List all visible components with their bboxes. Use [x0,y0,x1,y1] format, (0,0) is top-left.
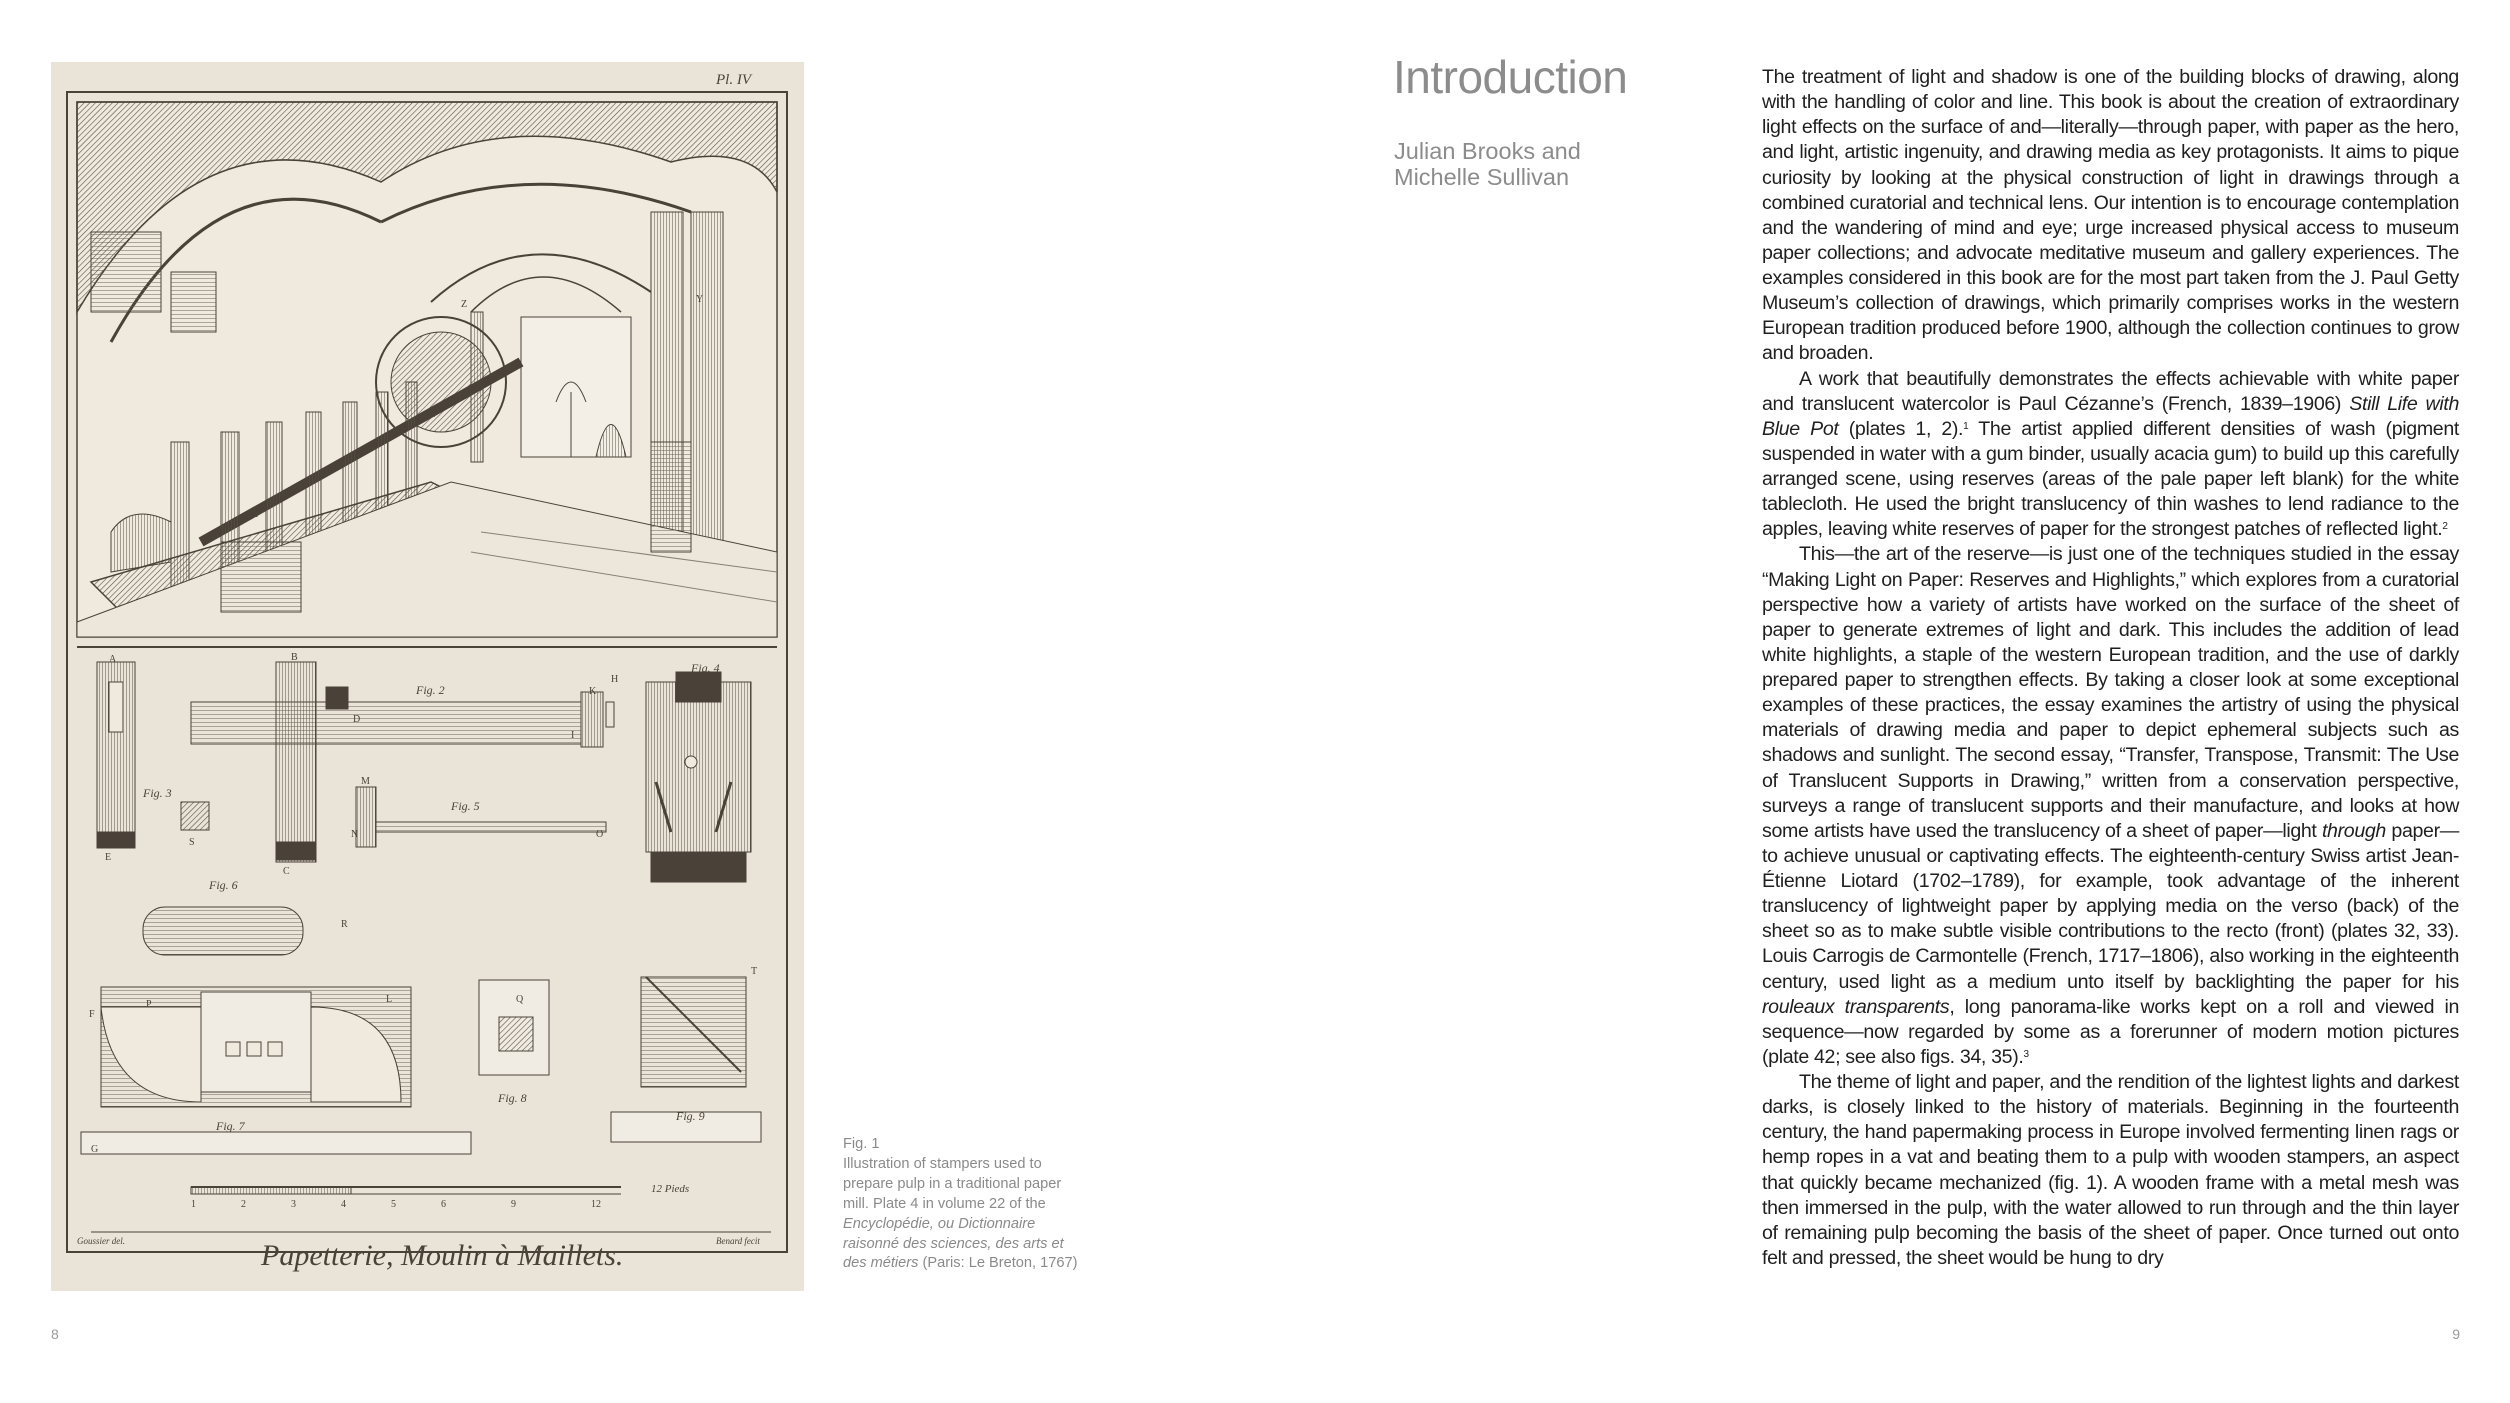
letter-label: R [341,919,348,930]
caption-label: Fig. 1 [843,1136,880,1152]
scale-tick: 12 [591,1199,601,1210]
fig-label-9: Fig. 9 [676,1109,705,1123]
letter-label: I [571,730,575,741]
body-paragraph [1762,542,2459,1070]
letter-label: H [611,674,619,685]
page-number-right: 9 [2452,1326,2460,1342]
body-paragraph [1762,1070,2459,1271]
author-line: Michelle Sullivan [1394,163,1570,190]
text-run: The theme of light and paper, and the rendition of the lightest lights and darkest darks, is closely linked to the history of materials. Beginning in the fourteenth century, the hand papermaking process in Europe involved fermenting linen rags or hemp ropes in a vat and beating them to a pulp with wooden stampers, an aspect that quickly became mechanized (fig. 1). A wooden frame with a metal mesh was then immersed in the pulp, with the water allowed to run through and the thin layer of remaining pulp becoming the basis of the sheet of paper. Once turned out onto felt and pressed, the sheet would be hung to dry [1762,1071,2459,1269]
text-run: , long panorama-like works kept on a roll and viewed in sequence—now regarded by some as a forerunner of modern motion pictures (plate 42; see also figs. 34, 35). [1762,995,2459,1068]
caption-title-italic: Encyclopédie, ou Dictionnaire raisonné des sciences, des arts et des métiers [843,1215,1064,1272]
page-number-left: 8 [51,1326,59,1342]
italic-run: through [2321,819,2386,842]
text-run: The treatment of light and shadow is one of the building blocks of drawing, along with the handling of color and line. This book is about the creation of extraordinary light effects on the surface of and—literally—through paper, with paper as the hero, and light, artistic ingenuity, and drawing media as key protagonists. It aims to pique curiosity by looking at the physical construction of light in drawings through a combined curatorial and technical lens. Our intention is to encourage contemplation and the wandering of mind and eye; urge increased physical access to museum paper collections; and advocate meditative museum and gallery experiences. The examples considered in this book are for the most part taken from the J. Paul Getty Museum’s collection of drawings, which primarily comprises works in the western European tradition produced before 1900, although the collection continues to grow and broaden. [1762,66,2459,365]
letter-label: Z [461,299,468,310]
caption-text [843,1155,1083,1274]
letter-label: K [589,686,597,697]
letter-label: X [251,509,259,520]
scale-tick: 2 [241,1199,246,1210]
letter-label: S [189,837,195,848]
fig-label-7: Fig. 7 [216,1119,245,1133]
plate-number: Pl. IV [716,72,751,88]
chapter-title: Introduction [1393,51,1628,103]
caption-body: Illustration of stampers used to prepare pulp in a traditional paper mill. Plate 4 in volume 22 of the [843,1155,1062,1212]
text-run: paper—to achieve unusual or captivating effects. The eighteenth-century Swiss artist Jean-Étienne Liotard (1702–1789), for example, took advantage of the inherent translucency of lightweight paper by applying media on the verso (back) of the sheet so as to make subtle visible contributions to the recto (front) (plates 32, 33). Louis Carrogis de Carmontelle (French, 1717–1806), also working in the eighteenth century, used light as a medium unto itself by backlighting the paper for his [1762,819,2459,993]
scale-label: 12 Pieds [651,1183,690,1195]
letter-label: F [89,1009,95,1020]
letter-label: O [596,829,604,840]
footnote-ref: 2 [2442,521,2448,533]
letter-label: E [105,852,112,863]
text-run: This—the art of the reserve—is just one of the techniques studied in the essay “Making Light on Paper: Reserves and Highlights,” which explores from a curatorial perspective how a variety of artists have worked on the surface of the sheet of paper to generate extremes of light and dark. This includes the addition of lead white highlights, a staple of the western European tradition, and the use of darkly prepared paper to strengthen effects. By taking a closer look at some exceptional examples of these practices, the essay examines the artistry of using the physical materials of drawing media and paper to depict ephemeral subjects such as shadows and sunlight. The second essay, “Transfer, Transpose, Transmit: The Use of Translucent Supports in Drawing,” written from a conservation perspective, surveys a range of translucent supports and their manufacture, and looks at how some artists have used the translucency of a sheet of paper—light [1762,543,2459,842]
text-run: The artist applied different densities of wash (pigment suspended in water with a gum binder, usually acacia gum) to build up this carefully arranged scene, using reserves (areas of the pale paper left blank) for the white tablecloth. He used the bright translucency of thin washes to lend radiance to the apples, leaving white reserves of paper for the strongest patches of reflected light. [1762,417,2459,541]
letter-label: L [386,994,393,1005]
letter-label: G [91,1144,99,1155]
letter-label: P [146,999,152,1010]
body-paragraph [1762,65,2459,367]
text-run: A work that beautifully demonstrates the effects achievable with white paper and translucent watercolor is Paul Cézanne’s (French, 1839–1906) [1762,367,2459,415]
body-paragraph [1762,367,2459,543]
italic-run: rouleaux transparents [1762,995,1950,1018]
letter-label: D [353,714,361,725]
footnote-ref: 1 [1963,420,1969,432]
fig-label-2: Fig. 2 [416,683,445,697]
author-line: Julian Brooks and [1394,138,1581,164]
scale-tick: 9 [511,1199,516,1210]
scale-tick: 4 [341,1199,346,1210]
scale-tick: 5 [391,1199,396,1210]
figure-caption [843,1135,1083,1274]
plate-title-script: Papetterie, Moulin à Maillets. [261,1239,624,1272]
letter-label: M [361,776,370,787]
fig-label-6: Fig. 6 [209,878,238,892]
text-run: (plates 1, 2). [1838,417,1964,440]
caption-tail: (Paris: Le Breton, 1767) [918,1255,1078,1272]
engraver-credit-right: Benard fecit [716,1236,760,1246]
letter-label: V [431,409,439,420]
italic-run: Still Life with Blue Pot [1762,392,2459,440]
mill-interior-scene [77,102,777,637]
letter-label: T [751,966,758,977]
letter-label: B [291,652,298,663]
scale-tick: 3 [291,1199,296,1210]
scale-tick: 1 [191,1199,196,1210]
letter-label: A [109,654,117,665]
fig-label-8: Fig. 8 [498,1091,527,1105]
letter-label: Q [516,994,524,1005]
letter-label: Y [696,294,704,305]
engraver-credit-left: Goussier del. [77,1236,125,1246]
engraving-plate-image [51,62,804,1291]
fig-label-4: Fig. 4 [691,661,720,675]
body-text-column [1762,65,2459,1271]
letter-label: N [351,829,359,840]
chapter-authors [1394,139,1684,190]
stamper-mill-engraving [51,62,804,1291]
footnote-ref: 3 [2023,1048,2029,1060]
fig-label-5: Fig. 5 [451,799,480,813]
scale-tick: 6 [441,1199,446,1210]
fig-label-3: Fig. 3 [143,786,172,800]
letter-label: C [283,866,290,877]
